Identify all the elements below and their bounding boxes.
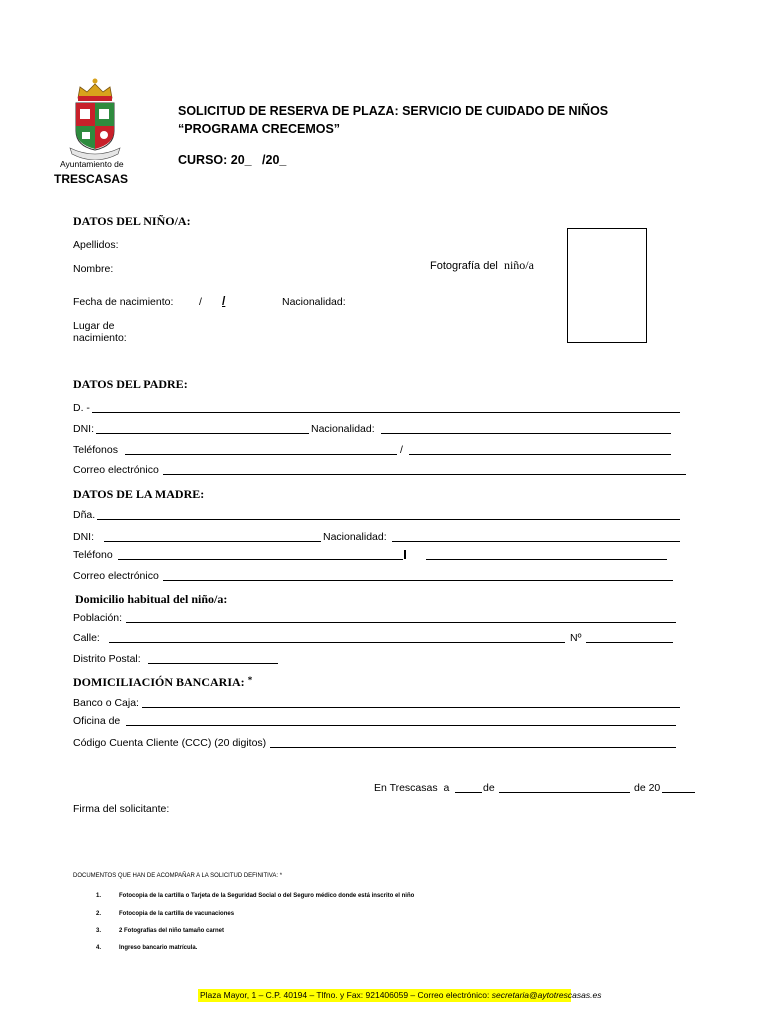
municipality-small-label: Ayuntamiento de [60,159,124,169]
father-dni-label: DNI: [73,423,94,435]
father-telefonos-label: Teléfonos [73,444,118,456]
mother-name-label: Dña. [73,509,96,521]
mother-dni-line[interactable] [104,541,321,542]
apellidos-label: Apellidos: [73,239,119,251]
bank-section-heading [73,675,252,690]
document-item-number: 4. [96,945,102,951]
poblacion-label: Población: [73,612,123,624]
father-nacionalidad-line[interactable] [381,433,671,434]
footer-address [198,989,602,1002]
lugar-nacimiento-label-1: Lugar de [73,320,115,332]
mother-name-line[interactable] [97,519,680,520]
ccc-line[interactable] [270,747,676,748]
signature-place-label: En Trescasas a [374,782,450,794]
footer-address-text: Plaza Mayor, 1 – C.P. 40194 – Tlfno. y Fax: 921406059 – Correo electrónico: [200,990,490,1000]
nombre-label: Nombre: [73,263,114,275]
father-name-label: D. - [73,402,90,414]
father-section-heading: DATOS DEL PADRE: [73,377,188,391]
form-title-line2: “PROGRAMA CRECEMOS” [178,122,341,136]
mother-telefono2-line[interactable] [426,559,667,560]
distrito-postal-line[interactable] [148,663,278,664]
fecha-nacimiento-label: Fecha de nacimiento: [73,296,174,308]
banco-line[interactable] [142,707,680,708]
firma-solicitante-label: Firma del solicitante: [73,803,170,815]
poblacion-line[interactable] [126,622,676,623]
mother-telefono1-line[interactable] [118,559,403,560]
document-item-number: 3. [96,928,102,934]
document-item-number: 1. [96,893,102,899]
photo-label-text: Fotografía del [430,260,498,272]
document-item-text: Fotocopia de la cartilla de vacunaciones [119,911,235,917]
footer-band [198,989,602,1002]
mother-telefono-label: Teléfono [73,549,113,561]
form-title-line1: SOLICITUD DE RESERVA DE PLAZA: SERVICIO DE CUIDADO DE NIÑOS [178,104,609,118]
father-nacionalidad-label: Nacionalidad: [311,423,375,435]
bank-section-asterisk: * [247,675,253,685]
document-item-text: Ingreso bancario matrícula. [119,945,198,951]
father-correo-line[interactable] [163,474,686,475]
document-item-text: 2 Fotografías del niño tamaño carnet [119,928,225,934]
calle-line[interactable] [109,642,565,643]
numero-line[interactable] [586,642,673,643]
document-item-text: Fotocopia de la cartilla o Tarjeta de la Seguridad Social o del Seguro médico donde está inscrito el niño [119,893,415,899]
signature-day-line[interactable] [455,792,482,793]
document-item-number: 2. [96,911,102,917]
oficina-label: Oficina de [73,715,121,727]
calle-label: Calle: [73,632,100,644]
father-dni-line[interactable] [96,433,309,434]
mother-correo-label: Correo electrónico [73,570,159,582]
oficina-line[interactable] [126,725,676,726]
numero-label: Nº [570,632,582,644]
mother-dni-label: DNI: [73,531,94,543]
bank-section-title: DOMICILIACIÓN BANCARIA: [73,675,245,689]
mother-nacionalidad-label: Nacionalidad: [323,531,387,543]
municipality-name: TRESCASAS [54,172,129,186]
curso-label: CURSO: 20_ /20_ [178,153,287,167]
child-section-heading: DATOS DEL NIÑO/A: [73,214,191,228]
father-telefonos-slash: / [400,444,403,456]
distrito-postal-label: Distrito Postal: [73,653,141,665]
lugar-nacimiento-label-2: nacimiento: [73,332,127,344]
photo-label-child: niño/a [503,258,534,272]
banco-label: Banco o Caja: [73,697,139,709]
father-telefono2-line[interactable] [409,454,671,455]
father-correo-label: Correo electrónico [73,464,159,476]
documents-heading: DOCUMENTOS QUE HAN DE ACOMPAÑAR A LA SOLICITUD DEFINITIVA: * [73,873,283,879]
mother-correo-line[interactable] [163,580,673,581]
photo-box[interactable] [567,228,647,343]
domicilio-section-heading: Domicilio habitual del niño/a: [75,592,228,606]
mother-section-heading: DATOS DE LA MADRE: [73,487,205,501]
father-telefono1-line[interactable] [125,454,397,455]
date-slash-1: / [199,296,202,308]
coat-of-arms-logo [66,76,124,160]
signature-de-label-2: de 20 [634,782,661,794]
signature-month-line[interactable] [499,792,630,793]
signature-de-label-1: de [483,782,495,794]
signature-year-line[interactable] [662,792,695,793]
mother-telefono-separator [404,550,406,559]
photo-label [430,258,534,273]
ccc-label: Código Cuenta Cliente (CCC) (20 digitos) [73,737,267,749]
child-nacionalidad-label: Nacionalidad: [282,296,346,308]
mother-nacionalidad-line[interactable] [392,541,680,542]
father-name-line[interactable] [92,412,680,413]
footer-email-link[interactable]: secretaria@aytotrescasas.es [491,990,602,1000]
date-slash-2: / [222,294,226,308]
